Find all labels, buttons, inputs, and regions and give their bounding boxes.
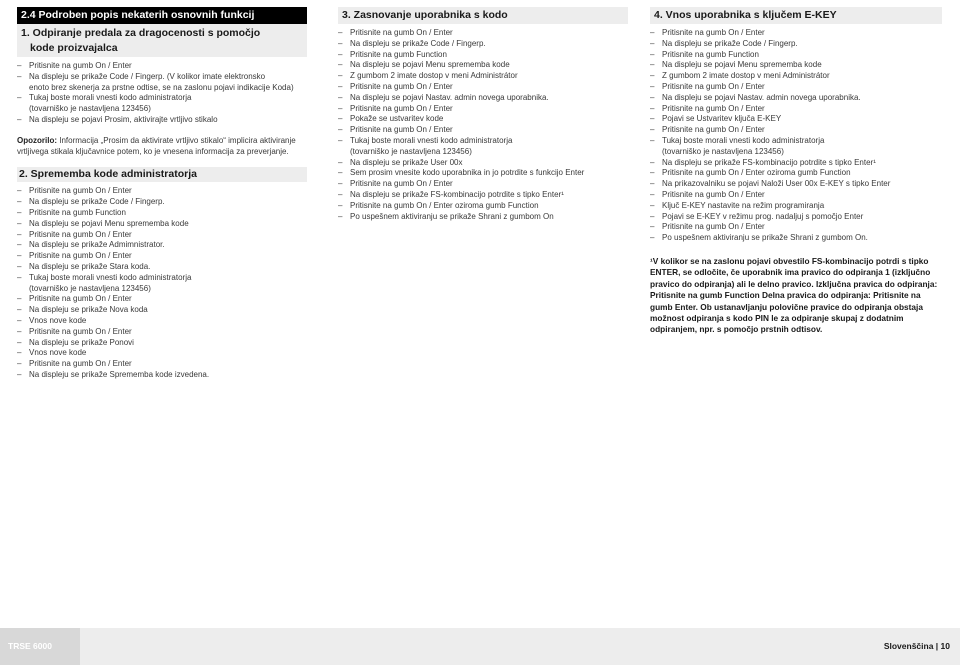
subsection-title <box>17 24 307 57</box>
list-item: – Tukaj boste morali vnesti kodo administratorja <box>338 136 628 147</box>
footer-product: TRSE 6000 <box>8 641 52 651</box>
list-item: – Na prikazovalniku se pojavi Naloži User 00x E-KEY s tipko Enter <box>650 179 942 190</box>
list-item: – Pritisnite na gumb On / Enter <box>338 125 628 136</box>
list-item: – Po uspešnem aktiviranju se prikaže Shrani z gumbom On <box>338 212 628 223</box>
list-item: – Pokaže se ustvaritev kode <box>338 114 628 125</box>
list-item: – Na displeju se prikaže User 00x <box>338 158 628 169</box>
list-item: – Na displeju se prikaže Code / Fingerp. <box>338 39 628 50</box>
list-item: – Pritisnite na gumb On / Enter <box>17 359 307 370</box>
list-item: – Na displeju se prikaže FS-kombinacijo potrdite s tipko Enter¹ <box>650 158 942 169</box>
column-middle <box>338 7 628 222</box>
list-item: – Pojavi se Ustvaritev ključa E-KEY <box>650 114 942 125</box>
list-item: – Pritisnite na gumb On / Enter <box>650 190 942 201</box>
list-item: – Pritisnite na gumb On / Enter <box>17 327 307 338</box>
footnote: ¹V kolikor se na zaslonu pojavi obvestilo FS-kombinacijo potrdi s tipko ENTER, se odločite, če uporabnik ima pravico do odpiranja 1 (izključno pravico do odpiranja) ali le delno pravico. Izključna pravica do odpiranja: Pritisnite na gumb Function Delna pravica do odpiranja: Pritisnite na gumb Enter. Ob ustanavljanju polovične pravice do odpiranja obstaja možnost odpiranja s kodo PIN le za odpiranje skupaj z dodatnim odpiranjem, npr. s pomočjo prstnih odtisov. <box>650 255 938 335</box>
list-item: – Vnos nove kode <box>17 316 307 327</box>
list-item: – Pritisnite na gumb On / Enter <box>17 186 307 197</box>
list-item: – Na displeju se prikaže Ponovi <box>17 338 307 349</box>
subsection-title-line2: kode proizvajalca <box>30 42 118 54</box>
list-item: (tovarniško je nastavljena 123456) <box>350 146 472 156</box>
footer-page-label: Slovenščina | 10 <box>883 641 950 651</box>
list-item: – Na displeju se pojavi Nastav. admin novega uporabnika. <box>338 93 628 104</box>
warning-label: Opozorilo: <box>17 135 57 145</box>
list-item: – Pritisnite na gumb On / Enter <box>650 104 942 115</box>
list-item: – Pritisnite na gumb Function <box>650 50 942 61</box>
list-item: – Pritisnite na gumb On / Enter oziroma gumb Function <box>650 168 942 179</box>
list-item: – Na displeju se prikaže Admimnistrator. <box>17 240 307 251</box>
list-item: (tovarniško je nastavljena 123456) <box>29 283 151 293</box>
warning-text: Informacija „Prosim da aktivirate vrtljivo stikalo“ implicira aktiviranje vrtljivega stikala ključavnice potem, ko je vnesena informacija za preverjanje. <box>17 135 296 156</box>
list-item: – Pritisnite na gumb On / Enter <box>338 179 628 190</box>
list-item: – Na displeju se pojavi Menu sprememba kode <box>650 60 942 71</box>
list-item: – Pojavi se E-KEY v režimu prog. nadaljuj s pomočjo Enter <box>650 212 942 223</box>
steps-list-1 <box>17 61 307 126</box>
list-item: – Na displeju se prikaže Code / Fingerp. <box>650 39 942 50</box>
column-left <box>17 7 307 381</box>
list-item: – Z gumbom 2 imate dostop v meni Administrátor <box>650 71 942 82</box>
list-item: – Na displeju se prikaže Stara koda. <box>17 262 307 273</box>
list-item: – Pritisnite na gumb On / Enter <box>338 28 628 39</box>
list-item: enoto brez skenerja za prstne odtise, se na zaslonu pojavi indikacije Koda) <box>29 82 294 92</box>
list-item: – Vnos nove kode <box>17 348 307 359</box>
list-item: – Ključ E-KEY nastavite na režim programiranja <box>650 201 942 212</box>
list-item: – Pritisnite na gumb Function <box>338 50 628 61</box>
list-item: – Na displeju se prikaže Nova koda <box>17 305 307 316</box>
list-item: – Na displeju se prikaže Code / Fingerp. <box>17 197 307 208</box>
list-item: – Tukaj boste morali vnesti kodo administratorja <box>17 273 307 284</box>
list-item: – Pritisnite na gumb On / Enter <box>338 82 628 93</box>
section2-title: 2. Sprememba kode administratorja <box>17 167 307 182</box>
list-item: – Na displeju se pojavi Menu sprememba kode <box>338 60 628 71</box>
list-item: – Po uspešnem aktiviranju se prikaže Shrani z gumbom On. <box>650 233 942 244</box>
list-item: (tovarniško je nastavljena 123456) <box>29 104 151 114</box>
list-item: – Pritisnite na gumb On / Enter <box>17 230 307 241</box>
list-item: – Pritisnite na gumb On / Enter oziroma gumb Function <box>338 201 628 212</box>
list-item: – Pritisnite na gumb Function <box>17 208 307 219</box>
list-item: – Pritisnite na gumb On / Enter <box>17 251 307 262</box>
list-item: – Pritisnite na gumb On / Enter <box>17 294 307 305</box>
section3-title: 3. Zasnovanje uporabnika s kodo <box>338 7 628 24</box>
steps-list-3 <box>338 28 628 222</box>
list-item: – Pritisnite na gumb On / Enter <box>650 28 942 39</box>
list-item: – Z gumbom 2 imate dostop v meni Administrátor <box>338 71 628 82</box>
list-item: – Na displeju se prikaže FS-kombinacijo potrdite s tipko Enter¹ <box>338 190 628 201</box>
list-item: – Na displeju se pojavi Nastav. admin novega uporabnika. <box>650 93 942 104</box>
list-item: – Pritisnite na gumb On / Enter <box>650 125 942 136</box>
section-title: 2.4 Podroben popis nekaterih osnovnih funkcij <box>17 7 307 24</box>
list-item: – Na displeju se pojavi Menu sprememba kode <box>17 219 307 230</box>
page-footer <box>0 628 960 665</box>
section4-title: 4. Vnos uporabnika s ključem E-KEY <box>650 7 942 24</box>
list-item: (tovarniško je nastavljena 123456) <box>662 146 784 156</box>
list-item: – Tukaj boste morali vnesti kodo administratorja <box>17 93 307 104</box>
steps-list-2 <box>17 186 307 380</box>
list-item: – Na displeju se pojavi Prosim, aktivirajte vrtljivo stikalo <box>17 115 307 126</box>
steps-list-4 <box>650 28 942 244</box>
list-item: – Pritisnite na gumb On / Enter <box>338 104 628 115</box>
list-item: – Pritisnite na gumb On / Enter <box>650 222 942 233</box>
column-right <box>650 7 942 336</box>
warning-paragraph <box>17 136 307 158</box>
list-item: – Na displeju se prikaže Code / Fingerp. (V kolikor imate elektronsko <box>17 72 307 83</box>
list-item: – Tukaj boste morali vnesti kodo administratorja <box>650 136 942 147</box>
list-item: – Pritisnite na gumb On / Enter <box>650 82 942 93</box>
subsection-title-line1: 1. Odpiranje predala za dragocenosti s pomočjo <box>21 27 261 39</box>
list-item: – Sem prosim vnesite kodo uporabnika in jo potrdite s funkcijo Enter <box>338 168 628 179</box>
list-item: – Pritisnite na gumb On / Enter <box>17 61 307 72</box>
list-item: – Na displeju se prikaže Sprememba kode izvedena. <box>17 370 307 381</box>
